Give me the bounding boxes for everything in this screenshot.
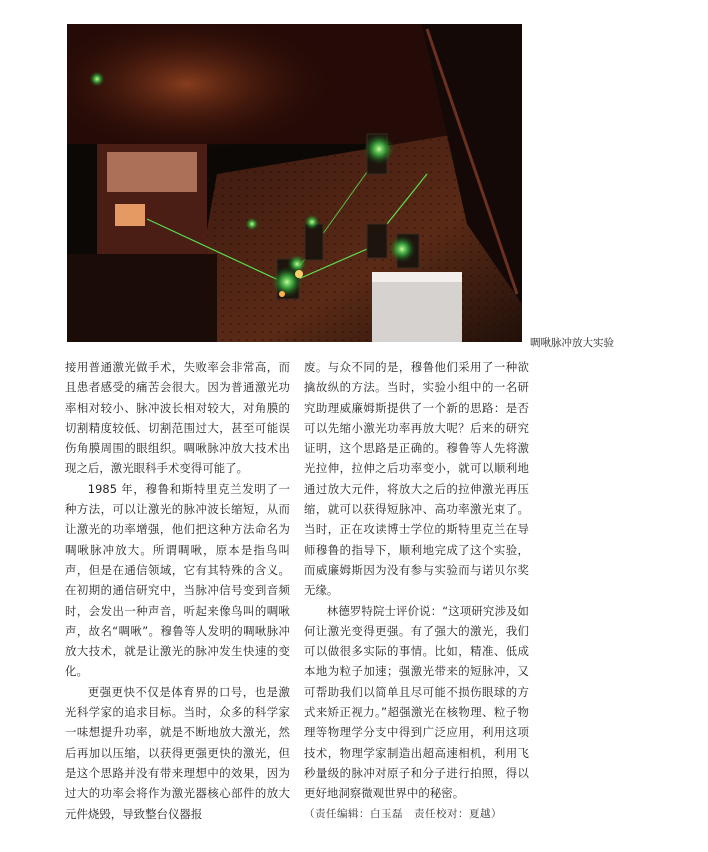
paragraph: 1985 年，穆鲁和斯特里克兰发明了一种方法，可以让激光的脉冲波长缩短，从而让激光的功率增强，他们把这种方法命名为啁啾脉冲放大。所谓啁啾，原本是指鸟叫声，但是在通信领域，它有其特殊的含义。在初期的通信研究中，当脉冲信号变到音频时，会发出一种声音，听起来像鸟叫的啁啾声，故名“啁啾”。穆鲁等人发明的啁啾脉冲放大技术，就是让激光的脉冲发生快速的变化。 [65,481,290,679]
paragraph: 废。与众不同的是，穆鲁他们采用了一种欲擒故纵的方法。当时，实验小组中的一名研究助理威廉姆斯提供了一个新的思路：是否可以先缩小激光功率再放大呢？后来的研究证明，这个思路是正确的。穆鲁等人先将激光拉伸，拉伸之后功率变小，就可以顺利地通过放大元件，将放大之后的拉伸激光再压缩，就可以获得短脉冲、高功率激光束了。当时，正在攻读博士学位的斯特里克兰在导师穆鲁的指导下，顺利地完成了这个实验，而威廉姆斯因为没有参与实验而与诺贝尔奖无缘。 [304,360,529,598]
right-column [304,357,529,824]
laser-lab-photo [67,24,522,342]
figure-caption: 啁啾脉冲放大实验 [530,337,614,349]
left-column [65,357,290,824]
paragraph: 林德罗特院士评价说：“这项研究涉及如何让激光变得更强。有了强大的激光，我们可以做很多实际的事情。比如，精准、低成本地为粒子加速；强激光带来的短脉冲，又可帮助我们以简单且尽可能不损伤眼球的方式来矫正视力。”超强激光在核物理、粒子物理等物理学分支中得到广泛应用，利用这项技术，物理学家制造出超高速相机，利用飞秒量级的脉冲对原子和分子进行拍照，得以更好地洞察微观世界中的秘密。 [304,603,529,801]
editor-note: （责任编辑：白玉磊 责任校对：夏越） [304,807,502,820]
paragraph: 接用普通激光做手术，失败率会非常高，而且患者感受的痛苦会很大。因为普通激光功率相对较小、脉冲波长相对较大，对角膜的切割精度较低、切割范围过大，甚至可能误伤角膜周围的眼组织。啁啾脉冲放大技术出现之后，激光眼科手术变得可能了。 [65,360,290,476]
paragraph: 更强更快不仅是体育界的口号，也是激光科学家的追求目标。当时，众多的科学家一味想提升功率，就是不断地放大激光，然后再加以压缩，以获得更强更快的激光，但是这个思路并没有带来理想中的效果，因为过大的功率会将作为激光器核心部件的放大元件烧毁，导致整台仪器报 [65,684,290,821]
